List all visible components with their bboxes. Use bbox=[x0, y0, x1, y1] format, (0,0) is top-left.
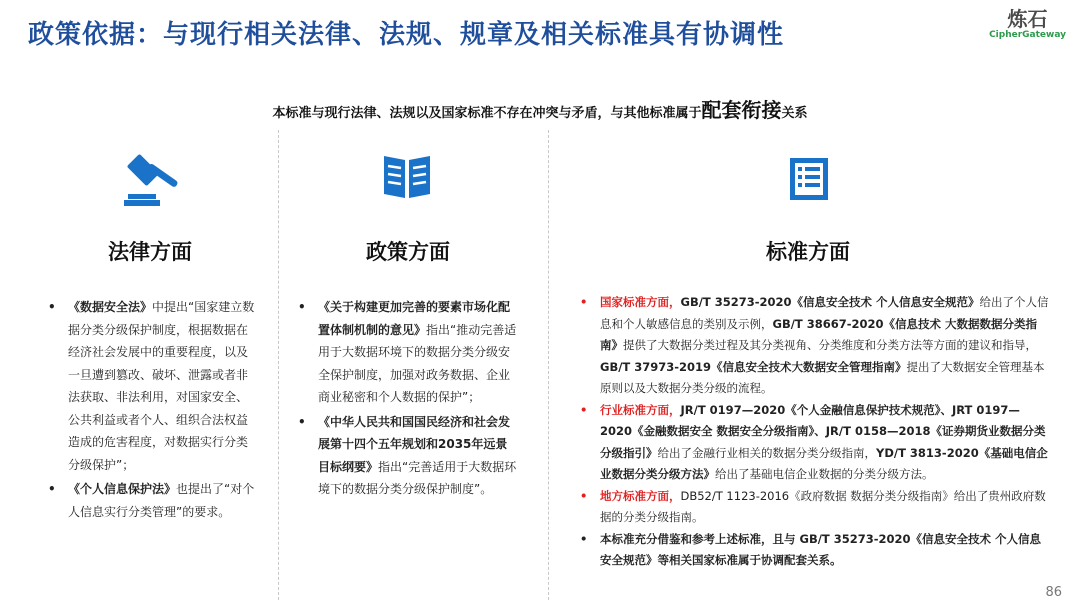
subtitle bbox=[0, 94, 1080, 123]
page-title: 政策依据：与现行相关法律、法规、规章及相关标准具有协调性 bbox=[28, 20, 785, 50]
policy-list bbox=[298, 296, 518, 503]
standard-list bbox=[580, 292, 1050, 572]
item-lead: GB/T 35273-2020《信息安全技术 个人信息安全规范》 bbox=[680, 295, 980, 309]
list-item bbox=[580, 529, 1050, 572]
item-lead: YD/T 3813-2020《基础电信企业数据分类分级方法》 bbox=[600, 445, 1048, 481]
policy-heading: 政策方面 bbox=[366, 240, 450, 264]
item-label: 地方标准方面， bbox=[600, 488, 681, 503]
list-item bbox=[48, 478, 258, 523]
item-lead: GB/T 38667-2020《信息技术 大数据数据分类指南》 bbox=[600, 316, 1038, 352]
item-text: 指出“推动完善适用于大数据环境下的数据分类分级安全保护制度，加强对政务数据、企业商业秘密和个人数据的保护”； bbox=[318, 322, 517, 404]
item-label: 行业标准方面， bbox=[600, 402, 681, 417]
document-list-icon bbox=[788, 156, 830, 206]
subtitle-emphasis: 配套衔接 bbox=[701, 98, 782, 122]
list-item bbox=[580, 400, 1050, 486]
list-item bbox=[580, 292, 1050, 400]
item-title: 《个人信息保护法》 bbox=[68, 482, 177, 496]
item-label: 国家标准方面， bbox=[600, 295, 681, 309]
item-text: 中提出“国家建立数据分类分级保护制度，根据数据在经济社会发展中的重要程度，以及一旦遭到篡改、破坏、泄露或者非法获取、非法利用，对国家安全、公共利益或者个人、组织合法权益造成的危害程度，对数据实行分类分级保护”； bbox=[68, 300, 255, 472]
item-text: 本标准充分借鉴和参考上述标准，且与 GB/T 35273-2020《信息安全技术 个人信息安全规范》等相关国家标准属于协调配套关系。 bbox=[600, 531, 1042, 567]
item-text: 提供了大数据分类过程及其分类视角、分类维度和分类方法等方面的建议和指导， bbox=[623, 338, 1037, 352]
column-divider bbox=[278, 130, 279, 600]
item-text: DB52/T 1123-2016《政府数据 数据分类分级指南》给出了贵州政府数据的分类分级指南。 bbox=[600, 488, 1046, 524]
item-lead: GB/T 37973-2019《信息安全技术大数据安全管理指南》 bbox=[600, 359, 907, 374]
standard-heading: 标准方面 bbox=[766, 240, 850, 264]
item-title: 《中华人民共和国国民经济和社会发展第十四个五年规划和2035年远景目标纲要》 bbox=[318, 414, 511, 474]
item-text: 给出了金融行业相关的数据分类分级指南， bbox=[657, 445, 876, 460]
list-item bbox=[48, 296, 258, 476]
item-text: 也提出了“对个人信息实行分类管理”的要求。 bbox=[68, 482, 255, 519]
item-lead: JR/T 0197—2020《个人金融信息保护技术规范》、JRT 0197—2020《金融数据安全 数据安全分级指南》、JR/T 0158—2018《证券期货业数据分类分级指引》 bbox=[600, 402, 1046, 460]
book-icon bbox=[382, 152, 432, 204]
item-text: 指出“完善适用于大数据环境下的数据分类分级保护制度”。 bbox=[318, 459, 517, 496]
brand-logo bbox=[989, 8, 1066, 40]
list-item bbox=[580, 486, 1050, 529]
law-heading: 法律方面 bbox=[108, 240, 192, 264]
logo-cn: 炼石 bbox=[1007, 7, 1048, 31]
subtitle-prefix: 本标准与现行法律、法规以及国家标准不存在冲突与矛盾，与其他标准属于 bbox=[272, 106, 702, 121]
page-number: 86 bbox=[1045, 585, 1062, 600]
logo-en: CipherGateway bbox=[989, 30, 1066, 40]
subtitle-suffix: 关系 bbox=[781, 106, 808, 121]
list-item bbox=[298, 296, 518, 409]
item-text: 给出了基础电信企业数据的分类分级方法。 bbox=[715, 467, 934, 481]
column-divider bbox=[548, 130, 549, 600]
item-text: 给出了个人信息和个人敏感信息的类别及示例， bbox=[600, 295, 1049, 331]
item-title: 《关于构建更加完善的要素市场化配置体制机制的意见》 bbox=[318, 300, 511, 337]
law-list bbox=[48, 296, 258, 525]
gavel-icon bbox=[120, 150, 190, 214]
item-text: 提出了大数据安全管理基本原则以及大数据分类分级的流程。 bbox=[600, 359, 1045, 395]
list-item bbox=[298, 411, 518, 501]
item-title: 《数据安全法》 bbox=[68, 300, 153, 314]
